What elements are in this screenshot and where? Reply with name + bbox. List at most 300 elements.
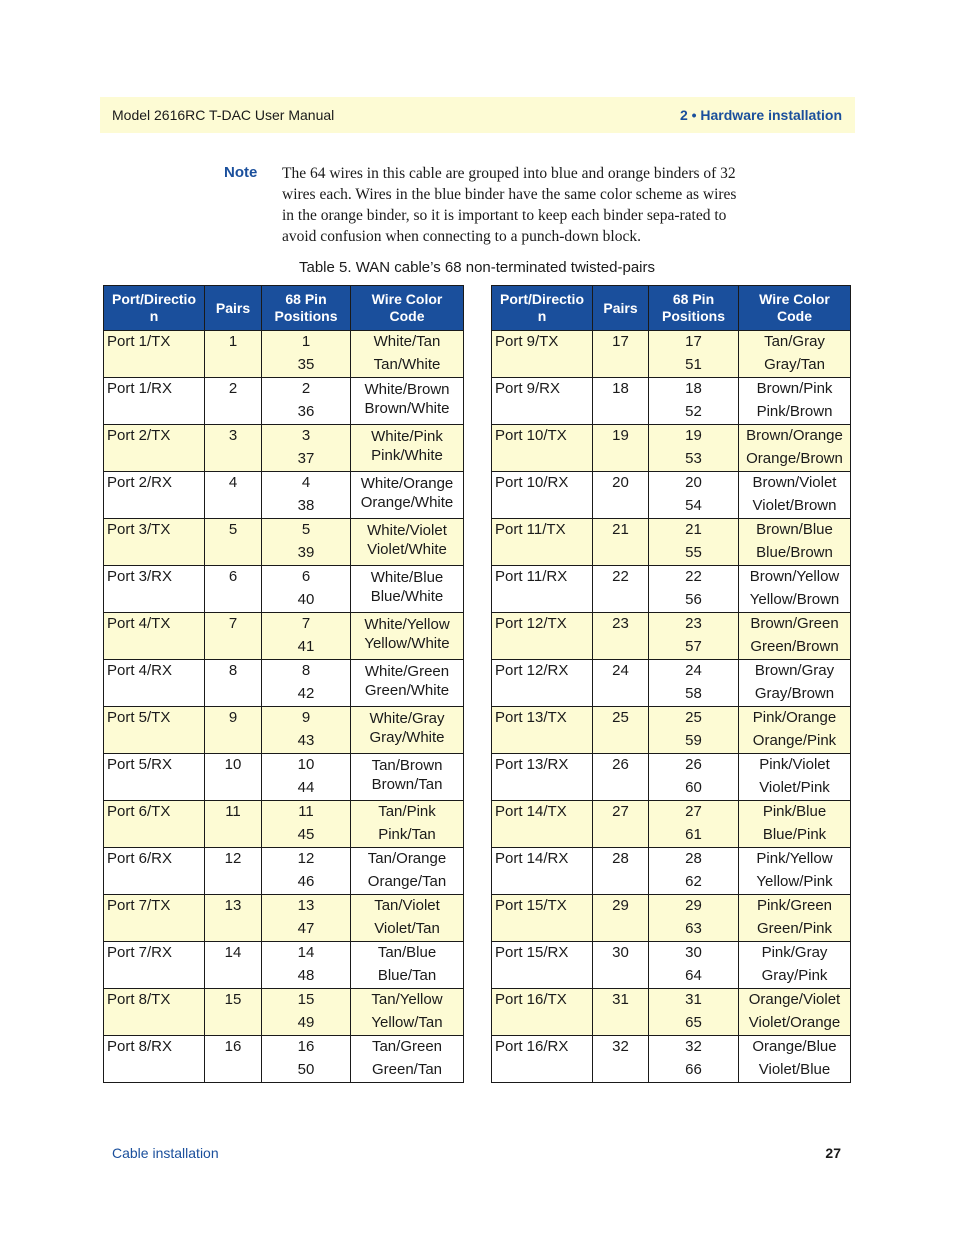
pin-second: 58: [685, 685, 702, 702]
port-label: Port 15/RX: [495, 944, 569, 961]
color-cell: [351, 754, 464, 801]
pin-first: 14: [297, 944, 315, 961]
color-cell: [739, 472, 851, 519]
table-row: [492, 942, 851, 989]
port-label: Port 6/RX: [107, 850, 173, 867]
color-second: Green/Pink: [756, 920, 833, 937]
pair-cell: [205, 425, 262, 472]
port-label: Port 4/RX: [107, 662, 173, 679]
pin-first: 23: [685, 615, 702, 632]
pin-cell: [262, 613, 351, 660]
port-label: Port 2/TX: [107, 427, 171, 444]
pin-first: 8: [301, 662, 311, 679]
color-first: Tan/Orange: [367, 850, 447, 867]
color-second: Violet/Orange: [748, 1014, 841, 1031]
color-first: Tan/Yellow: [371, 991, 443, 1008]
color-first: Pink/Blue: [762, 803, 827, 820]
color-second: Green/Tan: [371, 1061, 443, 1078]
color-cell: [739, 989, 851, 1036]
color-cell: [351, 472, 464, 519]
pin-cell: [649, 942, 739, 989]
header-pairs: Pairs: [593, 286, 649, 331]
color-first: Orange/Violet: [748, 991, 841, 1008]
pin-first: 20: [685, 474, 702, 491]
table-row: [104, 660, 464, 707]
pin-second: 40: [297, 591, 315, 608]
color-first: Brown/Gray: [754, 662, 835, 679]
color-cell: [739, 942, 851, 989]
pin-first: 27: [685, 803, 702, 820]
color-first: White/Violet: [367, 522, 447, 539]
port-label: Port 9/RX: [495, 380, 561, 397]
pin-first: 13: [297, 897, 315, 914]
pin-cell: [262, 754, 351, 801]
pin-first: 32: [685, 1038, 702, 1055]
pair-number: 17: [612, 333, 629, 350]
pin-second: 35: [297, 356, 315, 373]
table-row: [104, 754, 464, 801]
pair-number: 26: [612, 756, 629, 773]
table-row: [492, 566, 851, 613]
port-cell: [104, 660, 205, 707]
pin-second: 57: [685, 638, 702, 655]
color-second: Blue/Brown: [756, 544, 833, 561]
pin-cell: [262, 660, 351, 707]
pin-cell: [649, 613, 739, 660]
color-cell: [739, 895, 851, 942]
color-first: White/Green: [364, 663, 450, 680]
pin-first: 30: [685, 944, 702, 961]
color-second: Pink/Tan: [378, 826, 436, 843]
port-cell: [492, 989, 593, 1036]
pin-cell: [262, 801, 351, 848]
pair-number: 29: [612, 897, 629, 914]
pin-cell: [649, 848, 739, 895]
pair-cell: [205, 331, 262, 378]
port-cell: [492, 425, 593, 472]
color-second: Orange/Brown: [746, 450, 843, 467]
wan-table-left: [103, 285, 464, 1083]
pin-first: 11: [298, 803, 314, 820]
color-first: Pink/Gray: [761, 944, 828, 961]
header-pins: 68 Pin Positions: [649, 286, 739, 331]
color-first: Pink/Green: [756, 897, 833, 914]
pin-cell: [262, 425, 351, 472]
color-second: Yellow/Pink: [756, 873, 833, 890]
table-row: [104, 425, 464, 472]
pin-first: 21: [685, 521, 702, 538]
table-row: [104, 378, 464, 425]
port-label: Port 3/RX: [107, 568, 173, 585]
pin-first: 3: [301, 427, 311, 444]
pair-cell: [205, 660, 262, 707]
running-header: [100, 97, 855, 133]
port-label: Port 5/TX: [107, 709, 171, 726]
pair-cell: [593, 895, 649, 942]
wan-table-right: [491, 285, 851, 1083]
pin-second: 59: [685, 732, 702, 749]
pair-number: 6: [228, 568, 238, 585]
color-first: Brown/Pink: [756, 380, 833, 397]
color-cell: [351, 566, 464, 613]
pin-first: 26: [685, 756, 702, 773]
pair-number: 2: [228, 380, 238, 397]
pair-cell: [593, 519, 649, 566]
color-second: Gray/Brown: [754, 685, 835, 702]
pin-second: 37: [297, 450, 315, 467]
pair-cell: [205, 942, 262, 989]
pin-second: 47: [297, 920, 315, 937]
port-label: Port 7/RX: [107, 944, 173, 961]
color-first: White/Orange: [360, 475, 454, 492]
table-row: [104, 801, 464, 848]
pair-number: 18: [612, 380, 629, 397]
port-cell: [492, 848, 593, 895]
pin-second: 36: [297, 403, 315, 420]
pin-cell: [262, 519, 351, 566]
port-label: Port 12/RX: [495, 662, 569, 679]
port-cell: [492, 613, 593, 660]
pin-second: 44: [297, 779, 315, 796]
pair-cell: [593, 660, 649, 707]
color-cell: [351, 895, 464, 942]
port-label: Port 5/RX: [107, 756, 173, 773]
port-label: Port 6/TX: [107, 803, 171, 820]
pin-first: 22: [685, 568, 702, 585]
color-first: White/Tan: [373, 333, 441, 350]
pin-first: 29: [685, 897, 702, 914]
port-label: Port 11/RX: [495, 568, 568, 585]
pair-cell: [205, 754, 262, 801]
pin-cell: [649, 425, 739, 472]
color-cell: [739, 519, 851, 566]
pair-number: 15: [224, 991, 242, 1008]
pin-second: 56: [685, 591, 702, 608]
table-row: [492, 331, 851, 378]
port-label: Port 8/TX: [107, 991, 171, 1008]
pair-cell: [205, 378, 262, 425]
pair-number: 20: [612, 474, 629, 491]
pair-cell: [593, 331, 649, 378]
color-cell: [351, 331, 464, 378]
pair-cell: [593, 472, 649, 519]
pin-cell: [649, 1036, 739, 1083]
color-cell: [351, 801, 464, 848]
color-cell: [739, 613, 851, 660]
color-cell: [351, 942, 464, 989]
table-row: [492, 660, 851, 707]
pair-number: 23: [612, 615, 629, 632]
pin-cell: [262, 895, 351, 942]
port-label: Port 15/TX: [495, 897, 567, 914]
color-first: Tan/Brown: [371, 757, 443, 774]
port-cell: [492, 378, 593, 425]
color-second: Blue/Pink: [762, 826, 827, 843]
pair-number: 25: [612, 709, 629, 726]
color-second: Orange/Pink: [752, 732, 837, 749]
color-first: White/Brown: [364, 381, 450, 398]
header-port: Port/Directio n: [492, 286, 593, 331]
table-header-row: [104, 286, 464, 331]
pair-number: 4: [228, 474, 238, 491]
port-cell: [492, 707, 593, 754]
color-second: Yellow/White: [364, 635, 450, 652]
color-second: Violet/Blue: [758, 1061, 831, 1078]
pair-cell: [593, 613, 649, 660]
pair-number: 1: [228, 333, 238, 350]
color-first: White/Pink: [371, 428, 443, 445]
color-second: Violet/Pink: [759, 779, 830, 796]
footer-section: Cable installation: [112, 1145, 219, 1161]
pin-second: 66: [685, 1061, 702, 1078]
pair-cell: [593, 378, 649, 425]
color-first: Brown/Yellow: [749, 568, 840, 585]
port-label: Port 10/RX: [495, 474, 569, 491]
port-cell: [104, 1036, 205, 1083]
table-row: [492, 1036, 851, 1083]
header-pairs: Pairs: [205, 286, 262, 331]
port-cell: [492, 801, 593, 848]
port-label: Port 10/TX: [495, 427, 567, 444]
table-row: [492, 707, 851, 754]
color-first: Tan/Violet: [374, 897, 440, 914]
pin-first: 24: [685, 662, 702, 679]
table-row: [104, 566, 464, 613]
port-cell: [492, 942, 593, 989]
color-cell: [739, 801, 851, 848]
port-cell: [104, 848, 205, 895]
pin-cell: [262, 378, 351, 425]
port-label: Port 9/TX: [495, 333, 559, 350]
pin-cell: [649, 519, 739, 566]
port-cell: [104, 519, 205, 566]
table-row: [104, 942, 464, 989]
pair-cell: [205, 519, 262, 566]
pair-number: 13: [224, 897, 242, 914]
header-pins: 68 Pin Positions: [262, 286, 351, 331]
pin-first: 6: [301, 568, 311, 585]
table-row: [492, 989, 851, 1036]
color-cell: [351, 613, 464, 660]
port-label: Port 2/RX: [107, 474, 173, 491]
pair-cell: [205, 707, 262, 754]
color-second: Violet/Tan: [374, 920, 440, 937]
color-second: Gray/White: [369, 729, 445, 746]
table-row: [492, 895, 851, 942]
pair-cell: [593, 1036, 649, 1083]
color-second: Violet/Brown: [752, 497, 837, 514]
table-row: [492, 613, 851, 660]
pin-cell: [649, 566, 739, 613]
pin-cell: [649, 707, 739, 754]
color-first: White/Yellow: [364, 616, 450, 633]
port-label: Port 4/TX: [107, 615, 171, 632]
header-color: Wire Color Code: [351, 286, 464, 331]
table-row: [104, 519, 464, 566]
pair-cell: [205, 566, 262, 613]
color-cell: [351, 425, 464, 472]
port-cell: [104, 989, 205, 1036]
pin-cell: [262, 1036, 351, 1083]
port-label: Port 13/RX: [495, 756, 569, 773]
pin-cell: [262, 848, 351, 895]
pair-number: 9: [228, 709, 238, 726]
port-cell: [104, 331, 205, 378]
pin-cell: [649, 472, 739, 519]
color-cell: [351, 707, 464, 754]
pair-number: 21: [612, 521, 629, 538]
color-second: Brown/White: [364, 400, 450, 417]
pin-first: 31: [685, 991, 702, 1008]
pair-cell: [205, 1036, 262, 1083]
color-first: Tan/Pink: [378, 803, 436, 820]
pin-first: 16: [297, 1038, 315, 1055]
pin-first: 28: [685, 850, 702, 867]
pin-cell: [262, 331, 351, 378]
port-cell: [492, 895, 593, 942]
pin-cell: [649, 754, 739, 801]
color-second: Yellow/Brown: [749, 591, 840, 608]
color-cell: [739, 707, 851, 754]
pin-second: 49: [297, 1014, 315, 1031]
pin-cell: [649, 801, 739, 848]
color-cell: [739, 331, 851, 378]
pin-first: 1: [301, 333, 311, 350]
header-port: Port/Directio n: [104, 286, 205, 331]
pair-cell: [205, 472, 262, 519]
port-label: Port 16/TX: [495, 991, 567, 1008]
table-header-row: [492, 286, 851, 331]
table-row: [492, 425, 851, 472]
pin-first: 17: [685, 333, 702, 350]
port-cell: [492, 519, 593, 566]
port-label: Port 14/RX: [495, 850, 569, 867]
port-cell: [104, 378, 205, 425]
table-row: [492, 801, 851, 848]
pin-first: 25: [685, 709, 702, 726]
color-cell: [351, 660, 464, 707]
color-second: Gray/Pink: [761, 967, 828, 984]
color-cell: [351, 378, 464, 425]
pin-cell: [262, 472, 351, 519]
pin-second: 39: [297, 544, 315, 561]
table-row: [104, 331, 464, 378]
pin-second: 61: [685, 826, 702, 843]
color-first: Pink/Yellow: [756, 850, 833, 867]
color-first: Brown/Violet: [752, 474, 837, 491]
color-first: Orange/Blue: [752, 1038, 837, 1055]
pin-cell: [649, 989, 739, 1036]
table-row: [492, 754, 851, 801]
pin-second: 52: [685, 403, 702, 420]
color-cell: [351, 519, 464, 566]
table-row: [492, 848, 851, 895]
header-color: Wire Color Code: [739, 286, 851, 331]
color-cell: [739, 754, 851, 801]
table-row: [492, 378, 851, 425]
pin-first: 10: [297, 756, 315, 773]
pair-cell: [593, 566, 649, 613]
color-second: Blue/White: [370, 588, 444, 605]
port-cell: [492, 1036, 593, 1083]
port-cell: [492, 660, 593, 707]
pin-cell: [649, 660, 739, 707]
color-cell: [739, 566, 851, 613]
port-label: Port 3/TX: [107, 521, 171, 538]
pair-cell: [593, 942, 649, 989]
color-second: Orange/Tan: [367, 873, 447, 890]
pin-first: 18: [685, 380, 702, 397]
pair-number: 12: [224, 850, 242, 867]
color-second: Violet/White: [367, 541, 447, 558]
port-cell: [104, 754, 205, 801]
pin-second: 38: [297, 497, 315, 514]
pin-first: 15: [297, 991, 315, 1008]
pair-cell: [205, 801, 262, 848]
pin-first: 19: [685, 427, 702, 444]
pair-number: 28: [612, 850, 629, 867]
port-cell: [104, 472, 205, 519]
pin-second: 62: [685, 873, 702, 890]
color-first: White/Blue: [370, 569, 444, 586]
table-row: [492, 472, 851, 519]
table-row: [104, 989, 464, 1036]
pin-second: 48: [297, 967, 315, 984]
color-second: Gray/Tan: [764, 356, 825, 373]
color-second: Brown/Tan: [371, 776, 443, 793]
color-cell: [351, 1036, 464, 1083]
table-row: [104, 707, 464, 754]
color-first: Tan/Gray: [764, 333, 825, 350]
color-second: Pink/Brown: [756, 403, 833, 420]
pin-second: 65: [685, 1014, 702, 1031]
pair-cell: [593, 989, 649, 1036]
port-cell: [492, 754, 593, 801]
pin-cell: [262, 942, 351, 989]
color-cell: [351, 989, 464, 1036]
pin-second: 64: [685, 967, 702, 984]
pin-second: 50: [297, 1061, 315, 1078]
pair-number: 24: [612, 662, 629, 679]
pin-second: 53: [685, 450, 702, 467]
color-cell: [739, 660, 851, 707]
pair-number: 27: [612, 803, 629, 820]
port-label: Port 16/RX: [495, 1038, 569, 1055]
pin-cell: [262, 707, 351, 754]
pin-first: 2: [301, 380, 311, 397]
pair-number: 32: [612, 1038, 629, 1055]
port-cell: [104, 942, 205, 989]
port-cell: [104, 613, 205, 660]
port-cell: [492, 472, 593, 519]
port-label: Port 13/TX: [495, 709, 567, 726]
color-first: Tan/Green: [371, 1038, 443, 1055]
pin-cell: [262, 566, 351, 613]
port-cell: [104, 566, 205, 613]
pin-second: 46: [297, 873, 315, 890]
port-label: Port 1/RX: [107, 380, 173, 397]
chapter-title: 2 • Hardware installation: [679, 107, 842, 123]
color-second: Tan/White: [373, 356, 441, 373]
pair-number: 22: [612, 568, 629, 585]
pair-number: 10: [224, 756, 242, 773]
port-cell: [104, 425, 205, 472]
pin-second: 45: [297, 826, 315, 843]
pin-cell: [649, 331, 739, 378]
pin-first: 4: [301, 474, 311, 491]
color-first: Pink/Orange: [752, 709, 837, 726]
color-cell: [351, 848, 464, 895]
